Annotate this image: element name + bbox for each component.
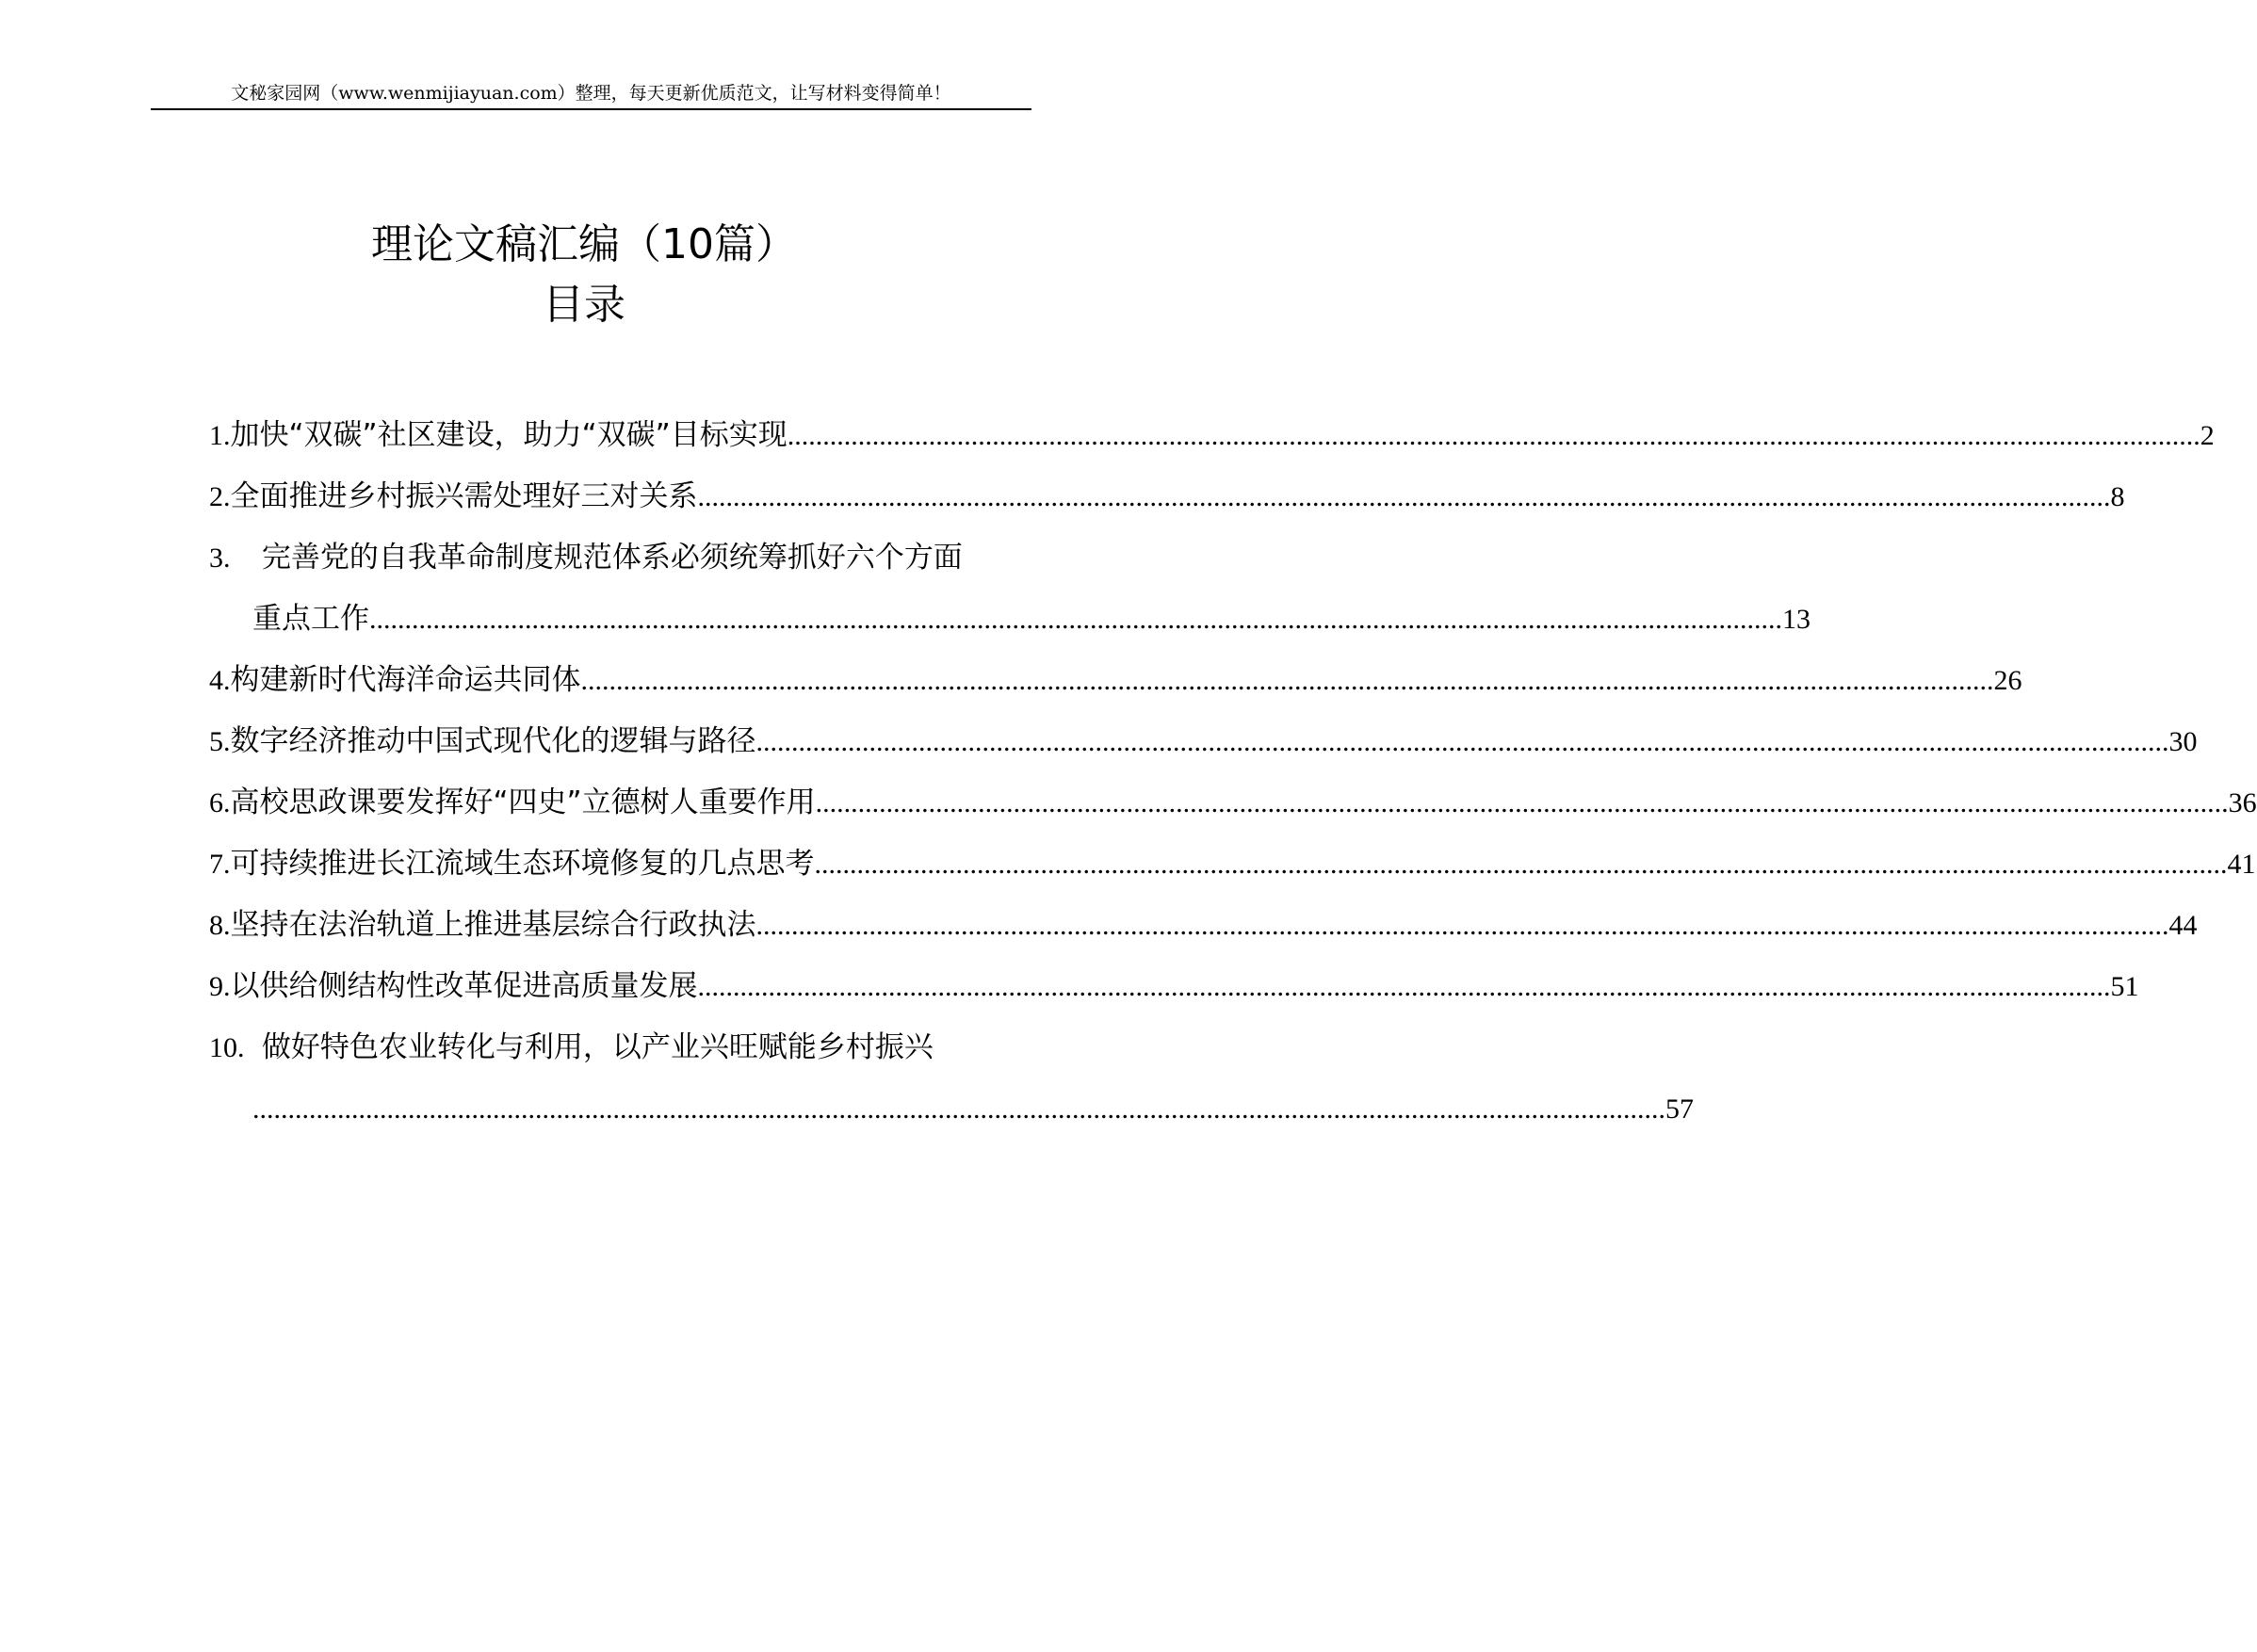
toc-entry-title: 以供给侧结构性改革促进高质量发展	[230, 969, 698, 1003]
toc-entry[interactable]	[209, 956, 2139, 1017]
toc-entry-page: 26	[1993, 665, 2022, 696]
toc-entry[interactable]	[209, 834, 2256, 895]
toc-leader-dots: ........................................................................................................................................................................................................	[814, 849, 2228, 880]
toc-entry-title: 可持续推进长江流域生态环境修复的几点思考	[230, 847, 815, 881]
toc-entry-title: 做好特色农业转化与利用，以产业兴旺赋能乡村振兴	[261, 1030, 934, 1064]
toc-entry-number: 7.	[209, 849, 231, 880]
toc-entry-number: 10.	[209, 1032, 245, 1063]
toc-leader-dots: ........................................................................................................................................................................................................	[755, 726, 2169, 757]
toc-entry[interactable]	[209, 650, 2022, 711]
toc-leader-dots: ........................................................................................................................................................................................................	[580, 665, 1994, 696]
toc-entry-page: 44	[2168, 910, 2198, 941]
toc-entry[interactable]	[209, 466, 2125, 527]
toc-entry-title-continued: 重点工作	[252, 602, 369, 636]
toc-entry-title: 完善党的自我革命制度规范体系必须统筹抓好六个方面	[261, 541, 963, 575]
toc-leader-dots: ........................................................................................................................................................................................................	[252, 1093, 1665, 1125]
toc-leader-dots: ........................................................................................................................................................................................................	[755, 910, 2169, 941]
toc-entry-number: 1.	[209, 420, 231, 451]
toc-entry[interactable]	[209, 1017, 1694, 1140]
toc-entry-number: 3.	[209, 543, 231, 574]
toc-entry-page: 36	[2228, 787, 2257, 818]
toc-entry-page: 2	[2200, 420, 2215, 451]
toc-entry[interactable]	[209, 895, 2198, 956]
toc-entry[interactable]	[209, 772, 2257, 834]
toc-entry-number: 6.	[209, 787, 231, 818]
toc-entry-title: 坚持在法治轨道上推进基层综合行政执法	[230, 908, 756, 942]
toc-entry[interactable]	[209, 405, 2215, 466]
toc-entry-page: 8	[2110, 481, 2125, 512]
document-title: 理论文稿汇编（10篇）	[371, 220, 797, 268]
toc-entry-number: 2.	[209, 481, 231, 512]
table-of-contents	[209, 405, 2257, 1140]
toc-entry-number: 5.	[209, 726, 231, 757]
toc-entry-page: 57	[1665, 1093, 1694, 1125]
toc-entry-title: 数字经济推动中国式现代化的逻辑与路径	[230, 724, 756, 758]
toc-entry-page: 13	[1782, 604, 1810, 635]
toc-leader-dots: ........................................................................................................................................................................................................	[697, 481, 2111, 512]
header-divider	[151, 108, 1031, 110]
toc-leader-dots: ........................................................................................................................................................................................................	[815, 787, 2229, 818]
toc-entry-title: 加快“双碳”社区建设，助力“双碳”目标实现	[230, 418, 788, 452]
toc-heading: 目录	[543, 281, 625, 329]
toc-entry-title: 高校思政课要发挥好“四史”立德树人重要作用	[230, 786, 816, 819]
toc-entry-page: 51	[2110, 971, 2139, 1002]
toc-entry-number: 4.	[209, 665, 231, 696]
toc-leader-dots: ........................................................................................................................................................................................................	[369, 604, 1782, 635]
toc-entry-page: 41	[2227, 849, 2256, 880]
toc-entry-number: 9.	[209, 971, 231, 1002]
toc-entry-title: 全面推进乡村振兴需处理好三对关系	[230, 479, 698, 513]
site-header: 文秘家园网（www.wenmijiayuan.com）整理，每天更新优质范文，让写材料变得简单！	[231, 83, 951, 104]
toc-entry-number: 8.	[209, 910, 231, 941]
toc-leader-dots: ........................................................................................................................................................................................................	[697, 971, 2111, 1002]
toc-leader-dots: ........................................................................................................................................................................................................	[787, 420, 2200, 451]
toc-entry[interactable]	[209, 711, 2198, 772]
toc-entry-page: 30	[2168, 726, 2198, 757]
toc-entry-title: 构建新时代海洋命运共同体	[230, 663, 581, 697]
toc-entry[interactable]	[209, 527, 1810, 650]
